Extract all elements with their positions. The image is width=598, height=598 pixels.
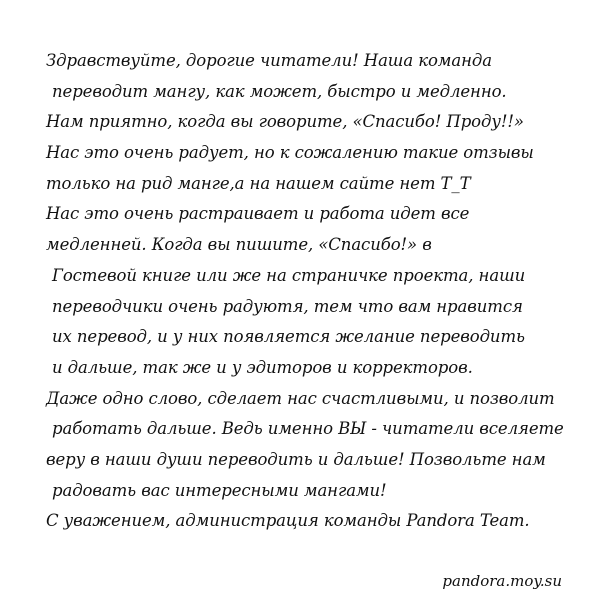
letter-line: их перевод, и у них появляется желание переводить: [52, 327, 525, 347]
letter-line: переводит мангу, как может, быстро и медленно.: [52, 81, 507, 101]
letter-line: веру в наши души переводить и дальше! Позвольте нам: [46, 449, 546, 469]
letter-body: [46, 46, 576, 537]
letter-line: и дальше, так же и у эдиторов и корректоров.: [52, 357, 473, 377]
letter-line: Даже одно слово, сделает нас счастливыми, и позволит: [46, 388, 555, 408]
letter-signature: С уважением, администрация команды Pandora Team.: [46, 511, 530, 531]
letter-line: переводчики очень радуютя, тем что вам нравится: [52, 296, 523, 316]
letter-line: Нас это очень растраивает и работа идет все: [46, 204, 470, 224]
letter-line: медленней. Когда вы пишите, «Спасибо!» в: [46, 235, 432, 255]
letter-line: Гостевой книге или же на страничке проекта, наши: [52, 265, 526, 285]
letter-line: Здравствуйте, дорогие читатели! Наша команда: [46, 51, 492, 70]
letter-line: Нам приятно, когда вы говорите, «Спасибо! Проду!!»: [46, 112, 524, 132]
site-url: pandora.moy.su: [442, 572, 562, 590]
letter-line: радовать вас интересными мангами!: [52, 480, 387, 500]
letter-line: Нас это очень радует, но к сожалению такие отзывы: [46, 143, 534, 163]
letter-line: только на рид манге,а на нашем сайте нет T_T: [46, 173, 471, 193]
letter-line: работать дальше. Ведь именно ВЫ - читатели вселяете: [52, 419, 564, 439]
